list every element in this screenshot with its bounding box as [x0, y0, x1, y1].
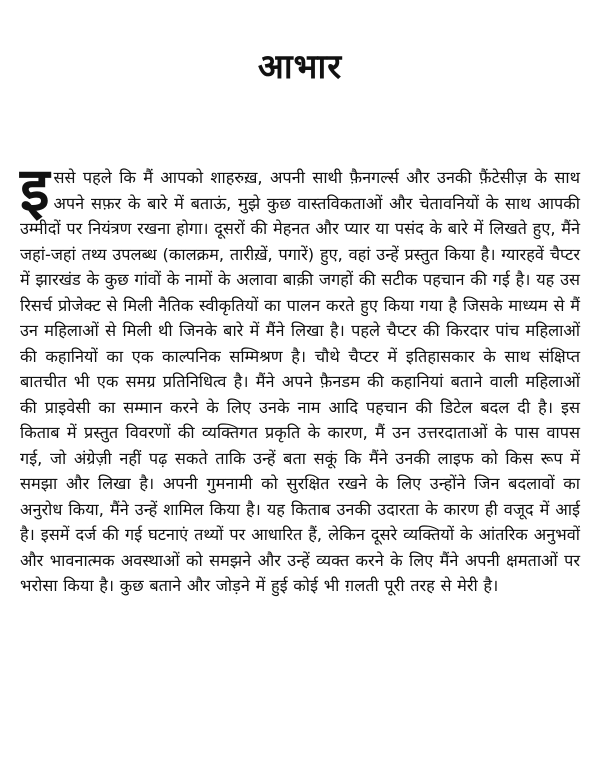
page-title: आभार: [257, 46, 343, 87]
drop-cap: इ: [20, 155, 50, 225]
paragraph-text: ससे पहले कि मैं आपको शाहरुख़, अपनी साथी फ़ैनगर्ल्स और उनकी फ़ैंटेसीज़ के साथ अपने सफ़र के बारे में बताऊं, मुझे कुछ वास्तविकताओं और चेतावनियों के साथ आपकी उम्मीदों पर नियंत्रण रखना होगा। दूसरों की मेहनत और प्यार या पसंद के बारे में लिखते हुए, मैंने जहां-जहां तथ्य उपलब्ध (कालक्रम, तारीख़ें, पगारें) हुए, वहां उन्हें प्रस्तुत किया है। ग्यारहवें चैप्टर में झारखंड के कुछ गांवों के नामों के अलावा बाक़ी जगहों की सटीक पहचान की गई है। यह उस रिसर्च प्रोजेक्ट से मिली नैतिक स्वीकृतियों का पालन करते हुए किया गया है जिसके माध्यम से मैं उन महिलाओं से मिली थी जिनके बारे में मैंने लिखा है। पहले चैप्टर की किरदार पांच महिलाओं की कहानियों का एक काल्पनिक सम्मिश्रण है। चौथे चैप्टर में इतिहासकार के साथ संक्षिप्त बातचीत भी एक समग्र प्रतिनिधित्व है। मैंने अपने फ़ैनडम की कहानियां बताने वाली महिलाओं की प्राइवेसी का सम्मान करने के लिए उनके नाम आदि पहचान की डिटेल बदल दी है। इस किताब में प्रस्तुत विवरणों की व्यक्तिगत प्रकृति के कारण, मैं उन उत्तरदाताओं के पास वापस गई, जो अंग्रेज़ी नहीं पढ़ सकते ताकि उन्हें बता सकूं कि मैंने उनकी लाइफ को किस रूप में समझा और लिखा है। अपनी गुमनामी को सुरक्षित रखने के लिए उन्होंने जिन बदलावों का अनुरोध किया, मैंने उन्हें शामिल किया है। यह किताब उनकी उदारता के कारण ही वजूद में आई है। इसमें दर्ज की गई घटनाएं तथ्यों पर आधारित हैं, लेकिन दूसरे व्यक्तियों के आंतरिक अनुभवों और भावनात्मक अवस्थाओं को समझने और उन्हें व्यक्त करने के लिए मैंने अपनी क्षमताओं पर भरोसा किया है। कुछ बताने और जोड़ने में हुई कोई भी ग़लती पूरी तरह से मेरी है।: [20, 168, 580, 595]
acknowledgement-paragraph: [20, 155, 580, 599]
